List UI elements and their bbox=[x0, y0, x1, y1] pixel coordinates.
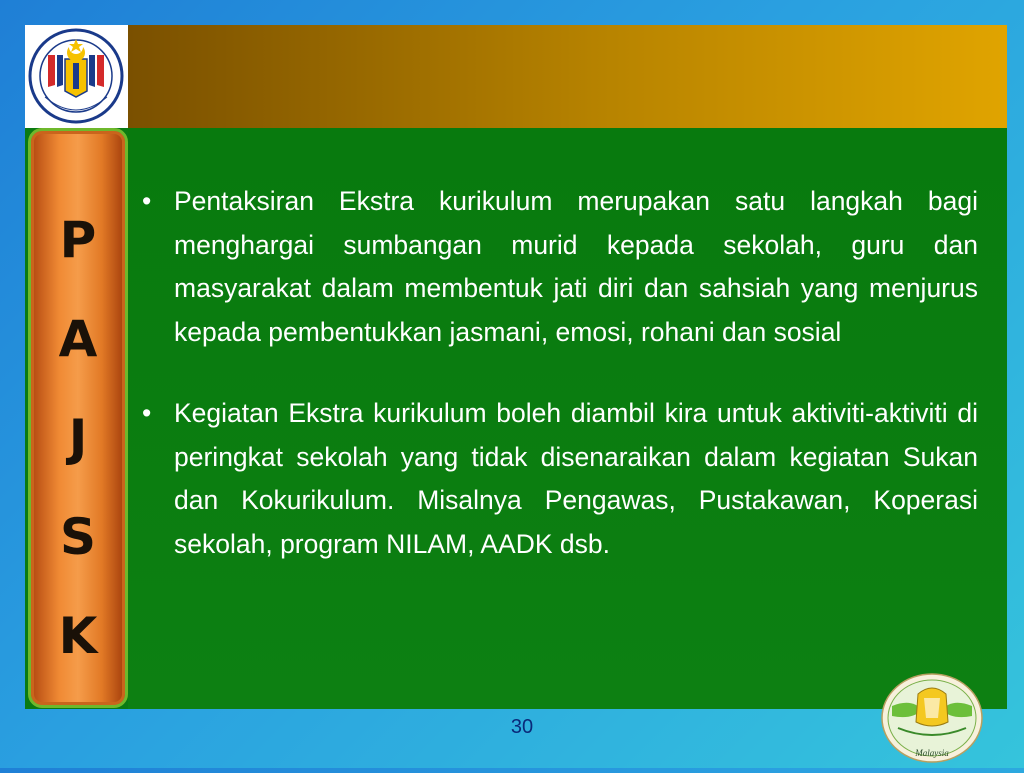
acronym-letter-k: K bbox=[58, 607, 98, 665]
school-emblem bbox=[878, 662, 986, 768]
school-emblem-icon bbox=[878, 662, 986, 768]
acronym-letter-s: S bbox=[59, 508, 96, 566]
emblem-caption: Malaysia bbox=[915, 748, 949, 758]
ministry-logo-icon bbox=[25, 25, 128, 128]
bullet-item bbox=[140, 392, 978, 566]
acronym-letters bbox=[31, 191, 125, 708]
bullet-text: Kegiatan Ekstra kurikulum boleh diambil kira untuk aktiviti-aktiviti di peringkat sekolah yang tidak disenaraikan dalam kegiatan Sukan dan Kokurikulum. Misalnya Pengawas, Pustakawan, Koperasi sekolah, program NILAM, AADK dsb. bbox=[174, 398, 978, 559]
ministry-logo bbox=[25, 25, 128, 128]
page-number: 30 bbox=[510, 716, 534, 738]
acronym-letter-a: A bbox=[58, 310, 98, 368]
acronym-letter-p: P bbox=[59, 211, 97, 269]
header-bar bbox=[128, 25, 1007, 128]
bullet-item bbox=[140, 180, 978, 354]
acronym-letter-j: J bbox=[68, 409, 88, 467]
bullet-list bbox=[140, 180, 978, 604]
bullet-dot: • bbox=[142, 398, 152, 428]
bullet-text: Pentaksiran Ekstra kurikulum merupakan satu langkah bagi menghargai sumbangan murid kepada sekolah, guru dan masyarakat dalam membentuk jati diri dan sahsiah yang menjurus kepada pembentukkan jasmani, emosi, rohani dan sosial bbox=[174, 186, 978, 347]
bullet-dot: • bbox=[142, 186, 152, 216]
acronym-pillar bbox=[28, 128, 128, 708]
